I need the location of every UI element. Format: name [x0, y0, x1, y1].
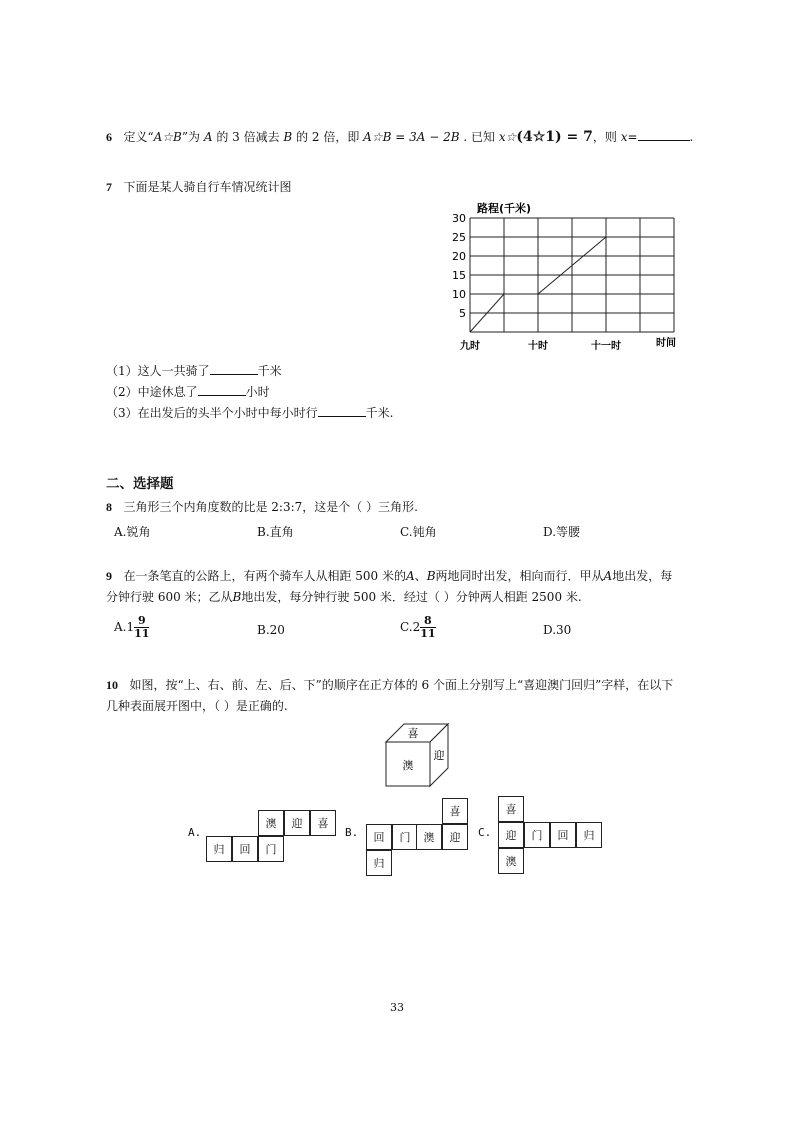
y-tick-label: 15 — [452, 269, 466, 282]
x-ticks — [460, 339, 621, 352]
question-6 — [106, 128, 693, 145]
net-a-label[interactable]: A. — [188, 826, 202, 839]
cycling-distance-chart — [430, 196, 690, 354]
q6-paren-expr: (4☆1) = 7 — [516, 129, 593, 145]
net-c-cell: 门 — [524, 822, 550, 848]
net-a-cell: 喜 — [310, 810, 336, 836]
x-tick-label: 十时 — [528, 341, 548, 352]
answer-blank[interactable] — [318, 404, 366, 417]
q9-text: 在一条笔直的公路上，有两个骑车人从相距 500 米的 — [123, 569, 406, 583]
y-tick-label: 5 — [459, 307, 466, 320]
answer-blank[interactable] — [210, 362, 258, 375]
net-b-cell: 喜 — [442, 798, 468, 824]
question-10-line2: 几种表面展开图中，（ ）是正确的. — [106, 699, 288, 713]
question-9-line2 — [106, 588, 582, 605]
q6-end: . — [689, 130, 694, 144]
q8-option-b[interactable]: B.直角 — [257, 525, 294, 539]
x-axis-label: 时间 — [656, 338, 676, 349]
chart-title: 路程(千米) — [477, 202, 532, 215]
net-a-cell: 澳 — [258, 810, 284, 836]
q9-text: 两地同时出发，相向而行．甲从 — [435, 569, 604, 583]
page-number: 33 — [390, 1001, 404, 1014]
question-8 — [106, 498, 418, 515]
q9-A: A — [603, 569, 613, 583]
y-tick-label: 25 — [452, 231, 466, 244]
net-b-cell: 归 — [366, 850, 392, 876]
q7-sub1 — [106, 362, 282, 379]
q7-sub1-text: （1）这人一共骑了 — [106, 364, 210, 378]
q8-option-c[interactable]: C.钝角 — [400, 525, 437, 539]
net-c-cell: 回 — [550, 822, 576, 848]
answer-blank[interactable] — [198, 383, 246, 396]
question-number: 8 — [106, 500, 112, 514]
question-9-line1 — [106, 567, 672, 584]
fraction-numerator: 8 — [420, 615, 435, 628]
fraction-numerator: 9 — [134, 615, 149, 628]
q9-text: 地出发，每 — [612, 569, 673, 583]
q7-sub2-text: （2）中途休息了 — [106, 385, 198, 399]
q6-ab: A☆B — [153, 130, 182, 144]
answer-blank[interactable] — [638, 128, 690, 141]
cube-figure — [384, 722, 450, 790]
net-c-cell: 归 — [576, 822, 602, 848]
q9-option-b[interactable]: B.20 — [257, 623, 285, 637]
net-b-cell: 回 — [366, 824, 392, 850]
net-c-cell: 澳 — [498, 848, 524, 874]
q8-option-d[interactable]: D.等腰 — [543, 525, 581, 539]
question-number: 7 — [106, 180, 112, 194]
q6-B: B — [283, 130, 293, 144]
y-tick-label: 30 — [452, 212, 466, 225]
q6-text: 的 3 倍减去 — [216, 130, 280, 144]
y-ticks — [452, 212, 466, 320]
q9-option-d[interactable]: D.30 — [543, 623, 572, 637]
q7-sub2-unit: 小时 — [245, 385, 270, 399]
q9-option-c-prefix: C.2 — [400, 620, 421, 634]
q6-text: 定义“ — [123, 130, 154, 144]
fraction-denominator: 11 — [420, 627, 436, 640]
q8-text: 三角形三个内角度数的比是 2:3:7，这是个（ ）三角形. — [123, 500, 418, 514]
q7-sub3-unit: 千米. — [365, 406, 394, 420]
q6-text: . 已知 — [463, 130, 495, 144]
cube-front-char: 澳 — [402, 759, 414, 772]
cube-top-char: 喜 — [407, 727, 419, 740]
net-b-cell: 澳 — [416, 824, 442, 850]
net-a-cell: 门 — [258, 836, 284, 862]
question-number: 6 — [106, 130, 112, 144]
question-number: 9 — [106, 569, 112, 583]
net-a-cell: 回 — [232, 836, 258, 862]
q6-x-expr: x☆ — [498, 130, 517, 144]
q10-text: 如图，按“上、右、前、左、后、下”的顺序在正方体的 6 个面上分别写上“喜迎澳门回归”字样，在以下 — [129, 678, 674, 692]
q8-option-a[interactable]: A.锐角 — [114, 525, 151, 539]
y-tick-label: 20 — [452, 250, 466, 263]
section-title: 二、选择题 — [106, 476, 174, 492]
chart-grid — [470, 218, 674, 332]
q6-formula: A☆B = 3A − 2B — [363, 130, 460, 144]
q9-option-a[interactable] — [114, 615, 149, 640]
net-b-cell: 门 — [392, 824, 418, 850]
x-tick-label: 十一时 — [591, 341, 621, 352]
q6-text: ”为 — [181, 130, 200, 144]
net-c-cell: 迎 — [498, 822, 524, 848]
net-b-label[interactable]: B. — [345, 826, 359, 839]
q9-option-c[interactable] — [400, 615, 436, 640]
q9-text: 分钟行驶 600 米；乙从 — [106, 590, 233, 604]
fraction — [420, 615, 435, 640]
cube-right-char: 迎 — [433, 749, 445, 762]
q7-sub3 — [106, 404, 393, 421]
y-tick-label: 10 — [452, 288, 466, 301]
net-a-cell: 归 — [206, 836, 232, 862]
question-10-line1 — [106, 676, 673, 693]
q9-A: A — [406, 569, 415, 583]
q6-text: ，则 — [592, 130, 617, 144]
q7-sub1-unit: 千米 — [257, 364, 282, 378]
q7-sub2 — [106, 383, 270, 400]
q9-text: 地出发，每分钟行驶 500 米．经过（ ）分钟两人相距 2500 米. — [241, 590, 582, 604]
net-c-label[interactable]: C. — [478, 826, 492, 839]
fraction-denominator: 11 — [134, 627, 150, 640]
q9-text: 、 — [414, 569, 427, 583]
net-b-cell: 迎 — [442, 824, 468, 850]
q7-title: 下面是某人骑自行车情况统计图 — [123, 180, 292, 194]
q6-text: 的 2 倍，即 — [296, 130, 360, 144]
net-a-cell: 迎 — [284, 810, 310, 836]
net-c-cell: 喜 — [498, 796, 524, 822]
q7-sub3-text: （3）在出发后的头半个小时中每小时行 — [106, 406, 318, 420]
question-number: 10 — [106, 678, 118, 692]
q9-B: B — [426, 569, 436, 583]
q6-A: A — [203, 130, 213, 144]
q6-x-eq: x= — [620, 130, 638, 144]
q9-B: B — [232, 590, 242, 604]
x-tick-label: 九时 — [460, 341, 480, 352]
question-7 — [106, 178, 291, 195]
q9-option-a-prefix: A.1 — [114, 620, 135, 634]
fraction — [134, 615, 149, 640]
